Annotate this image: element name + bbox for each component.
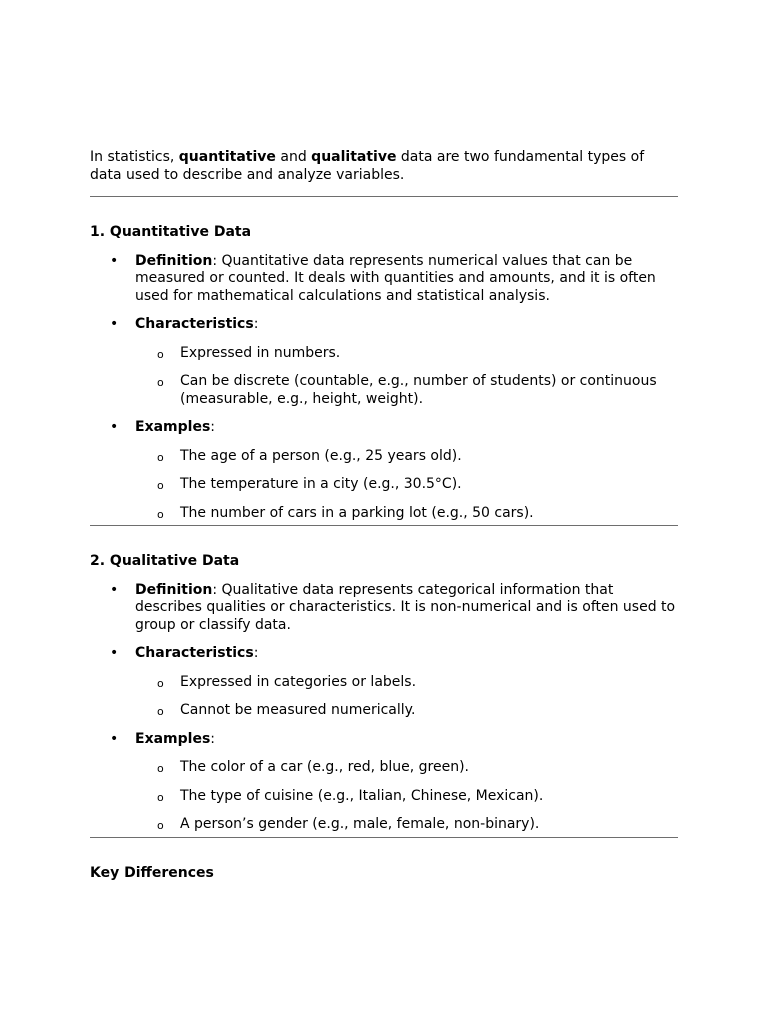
- intro-text: and: [275, 149, 312, 165]
- definition-label: Definition: [135, 581, 213, 598]
- section-title-key-differences: Key Differences: [90, 864, 214, 881]
- colon: :: [253, 316, 259, 332]
- intro-term-quantitative: quantitative: [178, 149, 276, 165]
- list-item: o Expressed in categories or labels.: [135, 674, 678, 692]
- list-item: o The temperature in a city (e.g., 30.5°C).: [135, 476, 678, 494]
- colon: :: [210, 730, 215, 747]
- examples-sublist: [135, 448, 678, 523]
- list-item: o The age of a person (e.g., 25 years old).: [135, 448, 678, 466]
- divider: [90, 196, 678, 197]
- document-content: [90, 149, 678, 893]
- characteristics-label: Characteristics: [135, 645, 254, 661]
- list-item: o The number of cars in a parking lot (e.g., 50 cars).: [135, 505, 678, 523]
- list-item: o Cannot be measured numerically.: [135, 702, 678, 720]
- definition-item: [90, 582, 678, 635]
- divider: [90, 837, 678, 838]
- divider: [90, 525, 678, 526]
- examples-item: [90, 419, 678, 522]
- list-item: o A person’s gender (e.g., male, female, non-binary).: [135, 816, 678, 834]
- characteristics-sublist: [135, 345, 678, 409]
- list-item: o Expressed in numbers.: [135, 345, 678, 363]
- colon: :: [253, 645, 259, 661]
- intro-text: data are two fundamental types of data used to describe and analyze variables.: [90, 149, 645, 183]
- quantitative-list: [90, 253, 678, 523]
- definition-text: : Quantitative data represents numerical values that can be measured or counted. It deals with quantities and amounts, and it is often used for mathematical calculations and statistical analysis.: [135, 252, 656, 304]
- section-title-qualitative: 2. Qualitative Data: [90, 553, 240, 569]
- examples-label: Examples: [135, 730, 211, 747]
- list-item: o Can be discrete (countable, e.g., number of students) or continuous (measurable, e.g., height, weight).: [135, 373, 678, 408]
- intro-term-qualitative: qualitative: [311, 149, 397, 165]
- characteristics-item: [90, 316, 678, 408]
- definition-label: Definition: [135, 252, 213, 269]
- characteristics-label: Characteristics: [135, 316, 254, 332]
- section-title-quantitative: 1. Quantitative Data: [90, 224, 252, 240]
- examples-label: Examples: [135, 419, 211, 435]
- intro-paragraph: [90, 149, 678, 184]
- examples-item: [90, 731, 678, 834]
- list-item: o The color of a car (e.g., red, blue, green).: [135, 759, 678, 777]
- colon: :: [210, 419, 215, 435]
- qualitative-list: [90, 582, 678, 834]
- characteristics-sublist: [135, 674, 678, 720]
- examples-sublist: [135, 759, 678, 834]
- definition-item: [90, 253, 678, 306]
- intro-text: In statistics,: [90, 149, 179, 165]
- definition-text: : Qualitative data represents categorical information that describes qualities or characteristics. It is non-numerical and is often used to group or classify data.: [135, 581, 676, 633]
- list-item: o The type of cuisine (e.g., Italian, Chinese, Mexican).: [135, 788, 678, 806]
- characteristics-item: [90, 645, 678, 720]
